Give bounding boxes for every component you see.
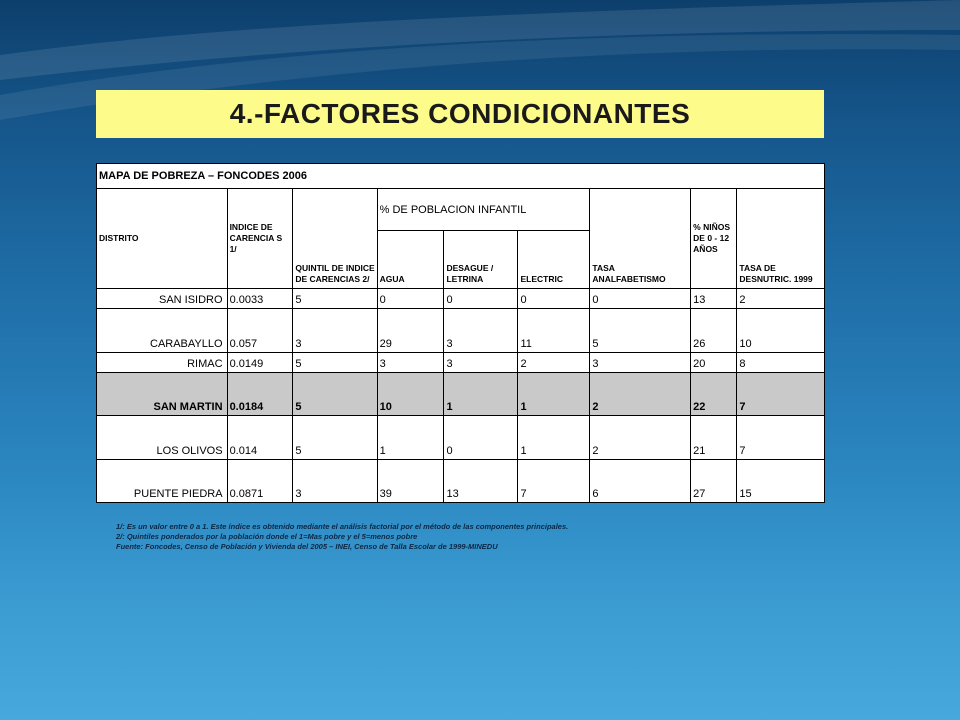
cell-tasa: 2: [590, 373, 691, 416]
cell-tasa: 6: [590, 460, 691, 503]
cell-ninos: 21: [691, 416, 737, 460]
cell-agua: 1: [377, 416, 444, 460]
footnotes: [116, 522, 816, 552]
cell-electric: 11: [518, 309, 590, 353]
page-title: 4.-FACTORES CONDICIONANTES: [229, 98, 691, 129]
table-row: [97, 416, 825, 460]
header-tasa-analfabetismo: TASA ANALFABETISMO: [590, 189, 691, 289]
cell-ninos: 13: [691, 289, 737, 309]
cell-distrito: CARABAYLLO: [97, 309, 228, 353]
cell-desague: 0: [444, 416, 518, 460]
header-electric: ELECTRIC: [518, 231, 590, 289]
table-row: [97, 289, 825, 309]
title-banner: [96, 90, 824, 138]
header-poblacion-infantil: % DE POBLACION INFANTIL: [377, 189, 590, 231]
cell-agua: 3: [377, 353, 444, 373]
cell-quintil: 5: [293, 289, 377, 309]
cell-tasa: 3: [590, 353, 691, 373]
header-desnutricion: TASA DE DESNUTRIC. 1999: [737, 189, 825, 289]
cell-tasa: 5: [590, 309, 691, 353]
cell-distrito: LOS OLIVOS: [97, 416, 228, 460]
cell-ninos: 27: [691, 460, 737, 503]
cell-electric: 7: [518, 460, 590, 503]
cell-desnutricion: 2: [737, 289, 825, 309]
cell-ninos: 26: [691, 309, 737, 353]
cell-quintil: 5: [293, 353, 377, 373]
cell-desnutricion: 7: [737, 416, 825, 460]
cell-ninos: 22: [691, 373, 737, 416]
cell-quintil: 3: [293, 309, 377, 353]
header-quintil: QUINTIL DE INDICE DE CARENCIAS 2/: [293, 189, 377, 289]
cell-agua: 39: [377, 460, 444, 503]
cell-desnutricion: 10: [737, 309, 825, 353]
cell-desnutricion: 7: [737, 373, 825, 416]
header-ninos: % NIÑOS DE 0 - 12 AÑOS: [691, 189, 737, 289]
cell-electric: 1: [518, 416, 590, 460]
cell-quintil: 5: [293, 373, 377, 416]
cell-distrito: SAN MARTIN: [97, 373, 228, 416]
poverty-table-container: [96, 163, 825, 503]
cell-indice: 0.0033: [227, 289, 293, 309]
cell-desnutricion: 15: [737, 460, 825, 503]
cell-indice: 0.0184: [227, 373, 293, 416]
cell-desague: 13: [444, 460, 518, 503]
table-row-highlighted: [97, 373, 825, 416]
cell-indice: 0.057: [227, 309, 293, 353]
cell-tasa: 2: [590, 416, 691, 460]
cell-ninos: 20: [691, 353, 737, 373]
cell-desnutricion: 8: [737, 353, 825, 373]
table-row: [97, 460, 825, 503]
header-desague: DESAGUE / LETRINA: [444, 231, 518, 289]
cell-agua: 0: [377, 289, 444, 309]
cell-agua: 29: [377, 309, 444, 353]
cell-agua: 10: [377, 373, 444, 416]
table-row: [97, 309, 825, 353]
cell-desague: 3: [444, 309, 518, 353]
cell-desague: 0: [444, 289, 518, 309]
cell-desague: 1: [444, 373, 518, 416]
footnote-source: Fuente: Foncodes, Censo de Población y Vivienda del 2005 – INEI, Censo de Talla Escolar de 1999-MINEDU: [116, 542, 498, 551]
table-row: [97, 353, 825, 373]
table-caption: MAPA DE POBREZA – FONCODES 2006: [97, 164, 825, 189]
header-indice-carencias: INDICE DE CARENCIA S 1/: [227, 189, 293, 289]
header-agua: AGUA: [377, 231, 444, 289]
poverty-table: [96, 163, 825, 503]
cell-electric: 2: [518, 353, 590, 373]
header-distrito: DISTRITO: [97, 189, 228, 289]
cell-tasa: 0: [590, 289, 691, 309]
cell-desague: 3: [444, 353, 518, 373]
cell-indice: 0.0149: [227, 353, 293, 373]
cell-distrito: RIMAC: [97, 353, 228, 373]
footnote-2: 2/: Quintiles ponderados por la población donde el 1=Mas pobre y el 5=menos pobre: [116, 532, 418, 541]
cell-electric: 1: [518, 373, 590, 416]
footnote-1: 1/: Es un valor entre 0 a 1. Este índice es obtenido mediante el análisis factorial por el método de las componentes principales.: [116, 522, 569, 531]
cell-indice: 0.0871: [227, 460, 293, 503]
cell-indice: 0.014: [227, 416, 293, 460]
cell-quintil: 3: [293, 460, 377, 503]
cell-distrito: SAN ISIDRO: [97, 289, 228, 309]
cell-distrito: PUENTE PIEDRA: [97, 460, 228, 503]
cell-electric: 0: [518, 289, 590, 309]
cell-quintil: 5: [293, 416, 377, 460]
